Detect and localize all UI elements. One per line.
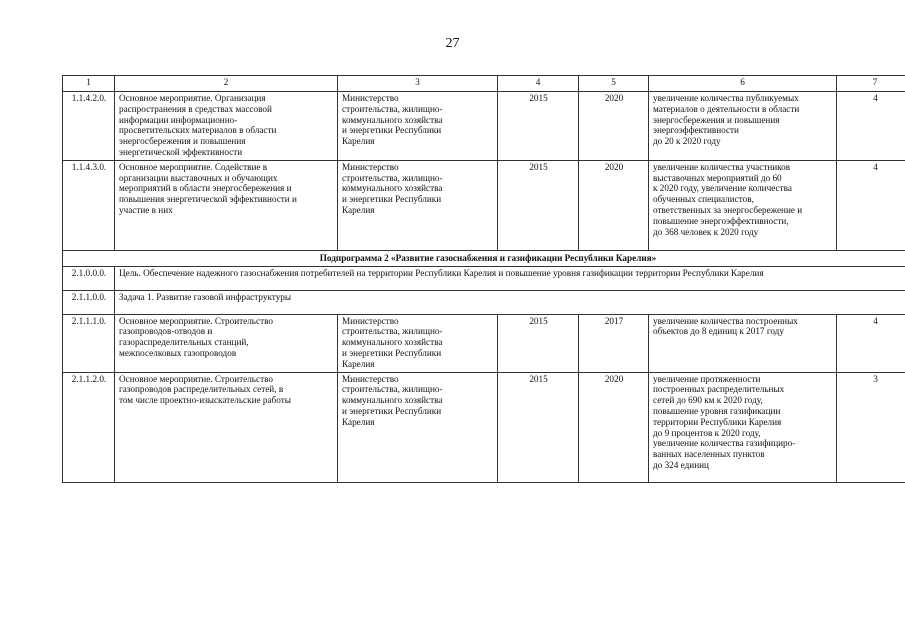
header-cell: 4 <box>498 76 579 92</box>
header-cell: 3 <box>338 76 498 92</box>
activity-cell: Основное мероприятие. Содействие в организации выставочных и обучающих мероприятий в области энергосбережения и повышения энергетической эффективности и участие в них <box>115 160 338 250</box>
table-row <box>63 92 905 161</box>
header-cell: 7 <box>837 76 905 92</box>
executor-cell: Министерство строительства, жилищно- коммунального хозяйства и энергетики Республики Карелия <box>338 314 498 372</box>
activity-cell: Основное мероприятие. Строительство газопроводов-отводов и газораспределительных станций, межпоселковых газопроводов <box>115 314 338 372</box>
row-code: 1.1.4.3.0. <box>63 160 115 250</box>
page-number: 27 <box>445 36 460 51</box>
result-cell: увеличение количества построенных объектов до 8 единиц к 2017 году <box>649 314 837 372</box>
rate-cell: 4 <box>837 314 905 372</box>
executor-cell: Министерство строительства, жилищно- коммунального хозяйства и энергетики Республики Карелия <box>338 372 498 482</box>
end-year: 2020 <box>579 160 649 250</box>
end-year: 2020 <box>579 372 649 482</box>
header-cell: 1 <box>63 76 115 92</box>
start-year: 2015 <box>498 92 579 161</box>
goal-text: Цель. Обеспечение надежного газоснабжения потребителей на территории Республики Карелия и повышение уровня газификации территории Республики Карелия <box>115 266 905 290</box>
table-row <box>63 372 905 482</box>
goal-code: 2.1.0.0.0. <box>63 266 115 290</box>
header-cell: 2 <box>115 76 338 92</box>
rate-cell: 3 <box>837 372 905 482</box>
rate-cell: 4 <box>837 160 905 250</box>
row-code: 2.1.1.2.0. <box>63 372 115 482</box>
start-year: 2015 <box>498 372 579 482</box>
header-cell: 5 <box>579 76 649 92</box>
subprogram-row <box>63 250 905 266</box>
executor-cell: Министерство строительства, жилищно- коммунального хозяйства и энергетики Республики Карелия <box>338 92 498 161</box>
table-row <box>63 314 905 372</box>
program-table <box>62 75 905 483</box>
goal-row <box>63 266 905 290</box>
activity-cell: Основное мероприятие. Строительство газопроводов распределительных сетей, в том числе проектно-изыскательские работы <box>115 372 338 482</box>
activity-cell: Основное мероприятие. Организация распространения в средствах массовой информации информационно- просветительских материалов в области энергосбережения и повышения энергетической эффективности <box>115 92 338 161</box>
table-row <box>63 160 905 250</box>
end-year: 2020 <box>579 92 649 161</box>
start-year: 2015 <box>498 160 579 250</box>
end-year: 2017 <box>579 314 649 372</box>
subprogram-title: Подпрограмма 2 «Развитие газоснабжения и газификации Республики Карелия» <box>63 250 905 266</box>
result-cell: увеличение количества публикуемых материалов о деятельности в области энергосбережения и повышения энергоэффективности до 20 к 2020 году <box>649 92 837 161</box>
task-code: 2.1.1.0.0. <box>63 290 115 314</box>
header-row <box>63 76 905 92</box>
row-code: 1.1.4.2.0. <box>63 92 115 161</box>
executor-cell: Министерство строительства, жилищно- коммунального хозяйства и энергетики Республики Карелия <box>338 160 498 250</box>
start-year: 2015 <box>498 314 579 372</box>
result-cell: увеличение количества участников выставочных мероприятий до 60 к 2020 году, увеличение количества обученных специалистов, ответственных за энергосбережение и повышение энергоэффективности, до 368 человек к 2020 году <box>649 160 837 250</box>
header-cell: 6 <box>649 76 837 92</box>
rate-cell: 4 <box>837 92 905 161</box>
task-row <box>63 290 905 314</box>
task-text: Задача 1. Развитие газовой инфраструктуры <box>115 290 905 314</box>
row-code: 2.1.1.1.0. <box>63 314 115 372</box>
result-cell: увеличение протяженности построенных распределительных сетей до 690 км к 2020 году, повышение уровня газификации территории Республики Карелия до 9 процентов к 2020 году, увеличение количества газифициро- ванных населенных пунктов до 324 единиц <box>649 372 837 482</box>
